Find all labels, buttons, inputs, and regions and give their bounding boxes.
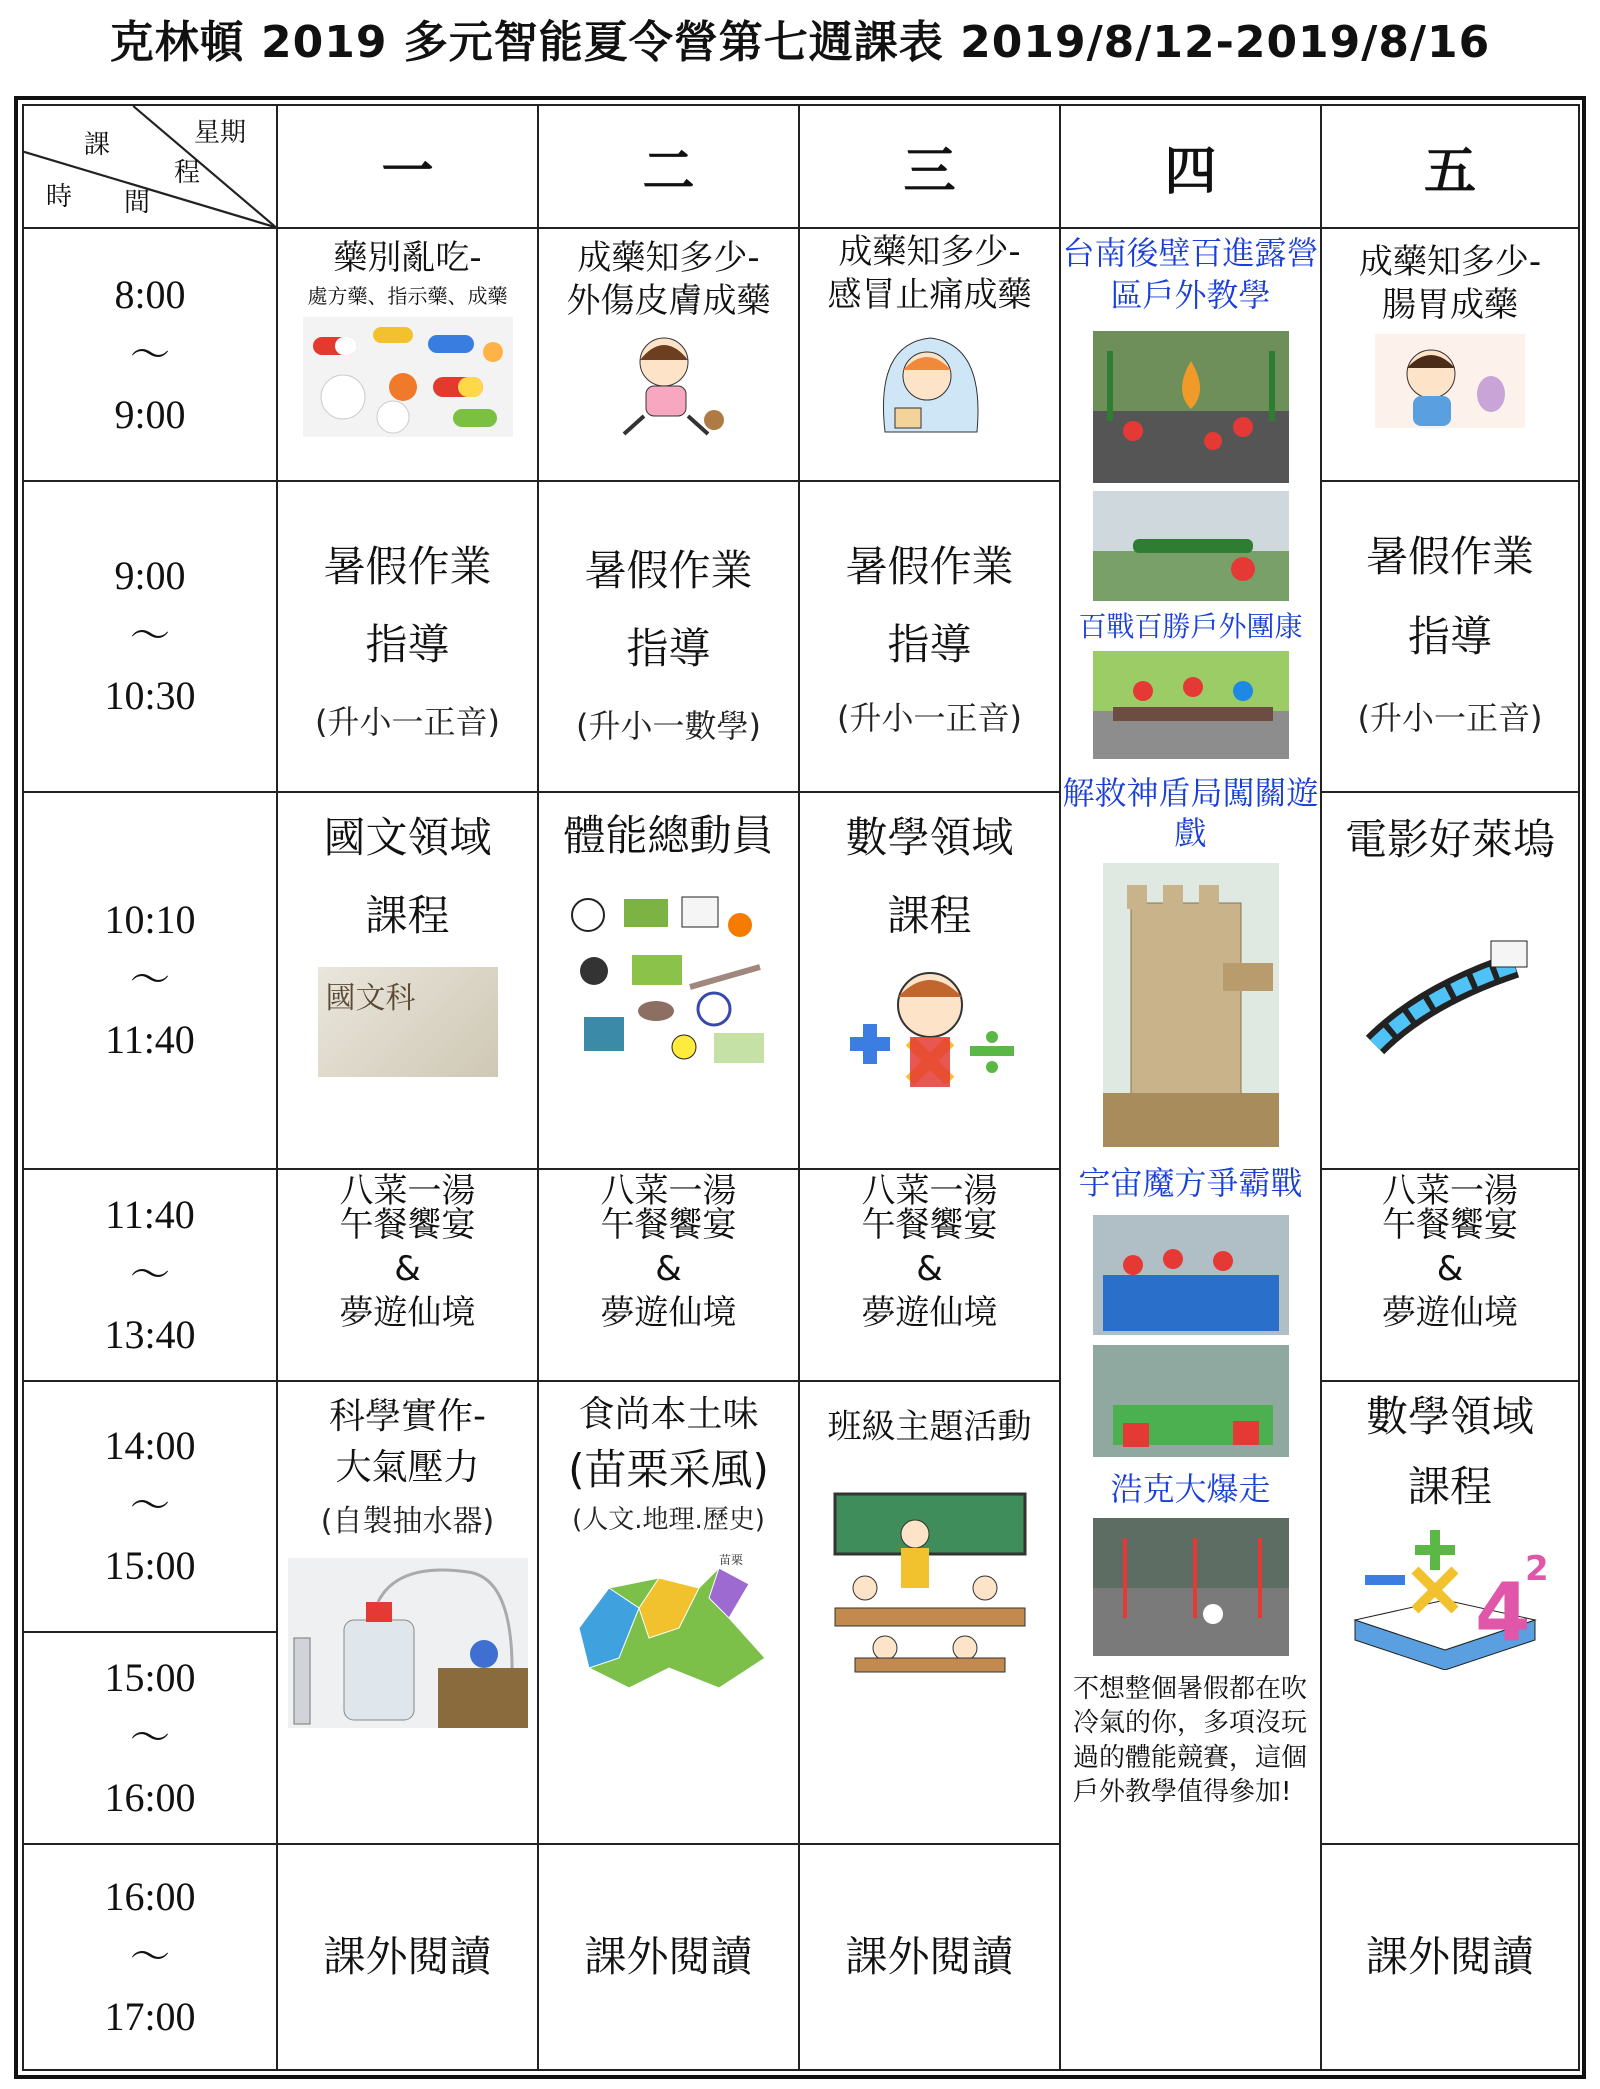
cell-wed-class-activity (799, 1381, 1060, 1845)
corner-label-cheng: 程 (174, 158, 201, 188)
thu-activity-2: 百戰百勝戶外團康 (1078, 609, 1303, 643)
math-boy-illustration (830, 967, 1030, 1097)
activity-title: 電影好萊塢 (1344, 814, 1555, 864)
activity-title: 暑假作業 (323, 541, 492, 591)
activity-subtitle: (苗栗采風) (568, 1444, 769, 1494)
nap-label: 夢遊仙境 (339, 1293, 476, 1334)
schedule-table (22, 104, 1580, 2071)
inflatable-game-photo (1093, 1345, 1289, 1457)
thu-note: 不想整個暑假都在吹冷氣的你，多項沒玩過的體能競賽，這個戶外教學值得參加! (1073, 1674, 1308, 1808)
time-slot-3: 10:10 〜 11:40 (23, 792, 277, 1169)
lunch-subtitle: 午餐饗宴 (1382, 1204, 1518, 1245)
cell-mon-r3 (277, 792, 538, 1169)
time-slot-2: 9:00 〜 10:30 (23, 481, 277, 792)
lunch-title: 八菜一湯 (339, 1170, 476, 1211)
svg-text:2: 2 (1525, 1549, 1549, 1590)
chinese-subject-image (318, 967, 498, 1077)
film-reel-illustration (1365, 935, 1535, 1065)
nap-label: 夢遊仙境 (1382, 1293, 1518, 1334)
cell-tue-r2 (538, 481, 799, 792)
lunch-ampersand: & (394, 1248, 421, 1289)
time-slot-1: 8:00 〜 9:00 (23, 228, 277, 481)
math-book-illustration (1345, 1520, 1555, 1670)
thu-trip-title: 台南後壁百進露營區戶外教學 (1062, 234, 1319, 314)
activity-title: 體能總動員 (563, 810, 774, 860)
cell-tue-reading (538, 1844, 799, 2070)
activity-subtitle: 指導 (1407, 612, 1492, 662)
activity-subtitle: 感冒止痛成藥 (827, 274, 1032, 315)
thu-activity-4: 宇宙魔方爭霸戰 (1078, 1163, 1303, 1202)
chinese-subject-image-text: 國文科 (325, 981, 416, 1017)
water-pump-experiment-image (288, 1558, 528, 1728)
activity-subtitle: 處方藥、指示藥、成藥 (307, 283, 508, 308)
activity-note: (升小一正音) (1357, 698, 1543, 737)
cell-fri-reading (1321, 1844, 1579, 2070)
cube-game-photo (1093, 1215, 1289, 1335)
pills-image (303, 317, 513, 437)
cell-fri-r3 (1321, 792, 1579, 1169)
stomachache-illustration (1375, 334, 1525, 428)
activity-title: 暑假作業 (584, 545, 753, 595)
lunch-ampersand: & (1436, 1248, 1464, 1289)
cell-wed-r3 (799, 792, 1060, 1169)
cell-mon-reading (277, 1844, 538, 2070)
activity-title: 課外閱讀 (845, 1931, 1014, 1981)
activity-title: 藥別亂吃- (333, 238, 482, 279)
activity-subtitle: 課程 (887, 890, 972, 940)
sports-equipment-illustration (564, 891, 774, 1071)
nap-label: 夢遊仙境 (600, 1293, 737, 1334)
cell-mon-science (277, 1381, 538, 1845)
activity-title: 科學實作- (329, 1395, 486, 1437)
corner-label-xingqi: 星期 (194, 118, 247, 148)
cell-tue-r3 (538, 792, 799, 1169)
cell-fri-lunch (1321, 1169, 1579, 1381)
castle-tower-photo (1103, 863, 1279, 1147)
cell-wed-r2 (799, 481, 1060, 792)
cell-fri-math (1321, 1381, 1579, 1845)
classroom-illustration (825, 1488, 1035, 1688)
activity-title: 課外閱讀 (1365, 1931, 1534, 1981)
cell-mon-r2 (277, 481, 538, 792)
day-header-wed: 三 (799, 105, 1060, 228)
activity-note: (人文.地理.歷史) (572, 1504, 765, 1535)
activity-subtitle: 指導 (626, 624, 711, 674)
activity-subtitle: 課程 (365, 890, 450, 940)
cell-tue-lunch (538, 1169, 799, 1381)
thu-activity-5: 浩克大爆走 (1110, 1469, 1271, 1508)
activity-title: 暑假作業 (1365, 531, 1534, 581)
corner-label-shi: 時 (46, 182, 73, 212)
team-game-photo (1093, 651, 1289, 759)
sick-child-illustration (865, 324, 995, 434)
cell-wed-r1 (799, 228, 1060, 481)
day-header-thu: 四 (1060, 105, 1321, 228)
lunch-title: 八菜一湯 (861, 1170, 998, 1211)
girl-bandage-illustration (604, 330, 734, 440)
activity-title: 食尚本土味 (578, 1393, 759, 1435)
activity-title: 課外閱讀 (323, 1931, 492, 1981)
miaoli-map-image (569, 1548, 769, 1698)
activity-subtitle: 指導 (365, 620, 450, 670)
cell-fri-r2 (1321, 481, 1579, 792)
svg-text:4: 4 (1475, 1566, 1531, 1660)
activity-title: 班級主題活動 (827, 1406, 1032, 1447)
activity-subtitle: 指導 (887, 620, 972, 670)
cell-tue-local-culture (538, 1381, 799, 1845)
nap-label: 夢遊仙境 (861, 1293, 998, 1334)
time-slot-4: 11:40 〜 13:40 (23, 1169, 277, 1381)
activity-title: 成藥知多少- (838, 232, 1021, 273)
time-slot-6: 15:00 〜 16:00 (23, 1632, 277, 1844)
day-header-fri: 五 (1321, 105, 1579, 228)
cell-fri-r1 (1321, 228, 1579, 481)
activity-subtitle: 大氣壓力 (335, 1446, 480, 1488)
activity-note: (升小一數學) (576, 706, 761, 745)
time-slot-5: 14:00 〜 15:00 (23, 1381, 277, 1633)
cell-thu-outdoor-trip (1060, 228, 1321, 2070)
lunch-subtitle: 午餐饗宴 (861, 1204, 998, 1245)
activity-subtitle: 腸胃成藥 (1382, 284, 1518, 325)
activity-title: 暑假作業 (845, 541, 1014, 591)
activity-title: 數學領域 (1365, 1391, 1534, 1441)
cell-tue-r1 (538, 228, 799, 481)
activity-title: 數學領域 (845, 812, 1014, 862)
corner-header (23, 105, 277, 228)
page-title: 克林頓 2019 多元智能夏令營第七週課表 2019/8/12-2019/8/16 (109, 17, 1491, 68)
map-label: 苗栗 (718, 1552, 743, 1567)
lunch-subtitle: 午餐饗宴 (600, 1204, 737, 1245)
day-header-tue: 二 (538, 105, 799, 228)
corner-label-jian: 間 (124, 188, 151, 218)
activity-title: 課外閱讀 (584, 1931, 753, 1981)
activity-note: (自製抽水器) (320, 1503, 495, 1539)
hulk-run-photo (1093, 1518, 1289, 1656)
cell-wed-reading (799, 1844, 1060, 2070)
lunch-ampersand: & (655, 1248, 682, 1289)
cell-mon-lunch (277, 1169, 538, 1381)
lunch-title: 八菜一湯 (600, 1170, 737, 1211)
activity-subtitle: 課程 (1407, 1461, 1492, 1511)
cell-mon-r1 (277, 228, 538, 481)
activity-note: (升小一正音) (837, 698, 1022, 737)
corner-label-ke: 課 (84, 130, 111, 160)
activity-subtitle: 外傷皮膚成藥 (566, 280, 771, 321)
day-header-mon: 一 (277, 105, 538, 228)
lunch-title: 八菜一湯 (1382, 1170, 1518, 1211)
plank-game-photo (1093, 491, 1289, 601)
activity-note: (升小一正音) (315, 702, 500, 741)
time-slot-7: 16:00 〜 17:00 (23, 1844, 277, 2070)
activity-title: 國文領域 (323, 812, 492, 862)
activity-title: 成藥知多少- (577, 238, 760, 279)
water-balloon-photo (1093, 331, 1289, 483)
activity-title: 成藥知多少- (1358, 242, 1542, 283)
lunch-subtitle: 午餐饗宴 (339, 1204, 476, 1245)
cell-wed-lunch (799, 1169, 1060, 1381)
thu-activity-3: 解救神盾局闖關遊戲 (1062, 773, 1319, 852)
lunch-ampersand: & (916, 1248, 943, 1289)
